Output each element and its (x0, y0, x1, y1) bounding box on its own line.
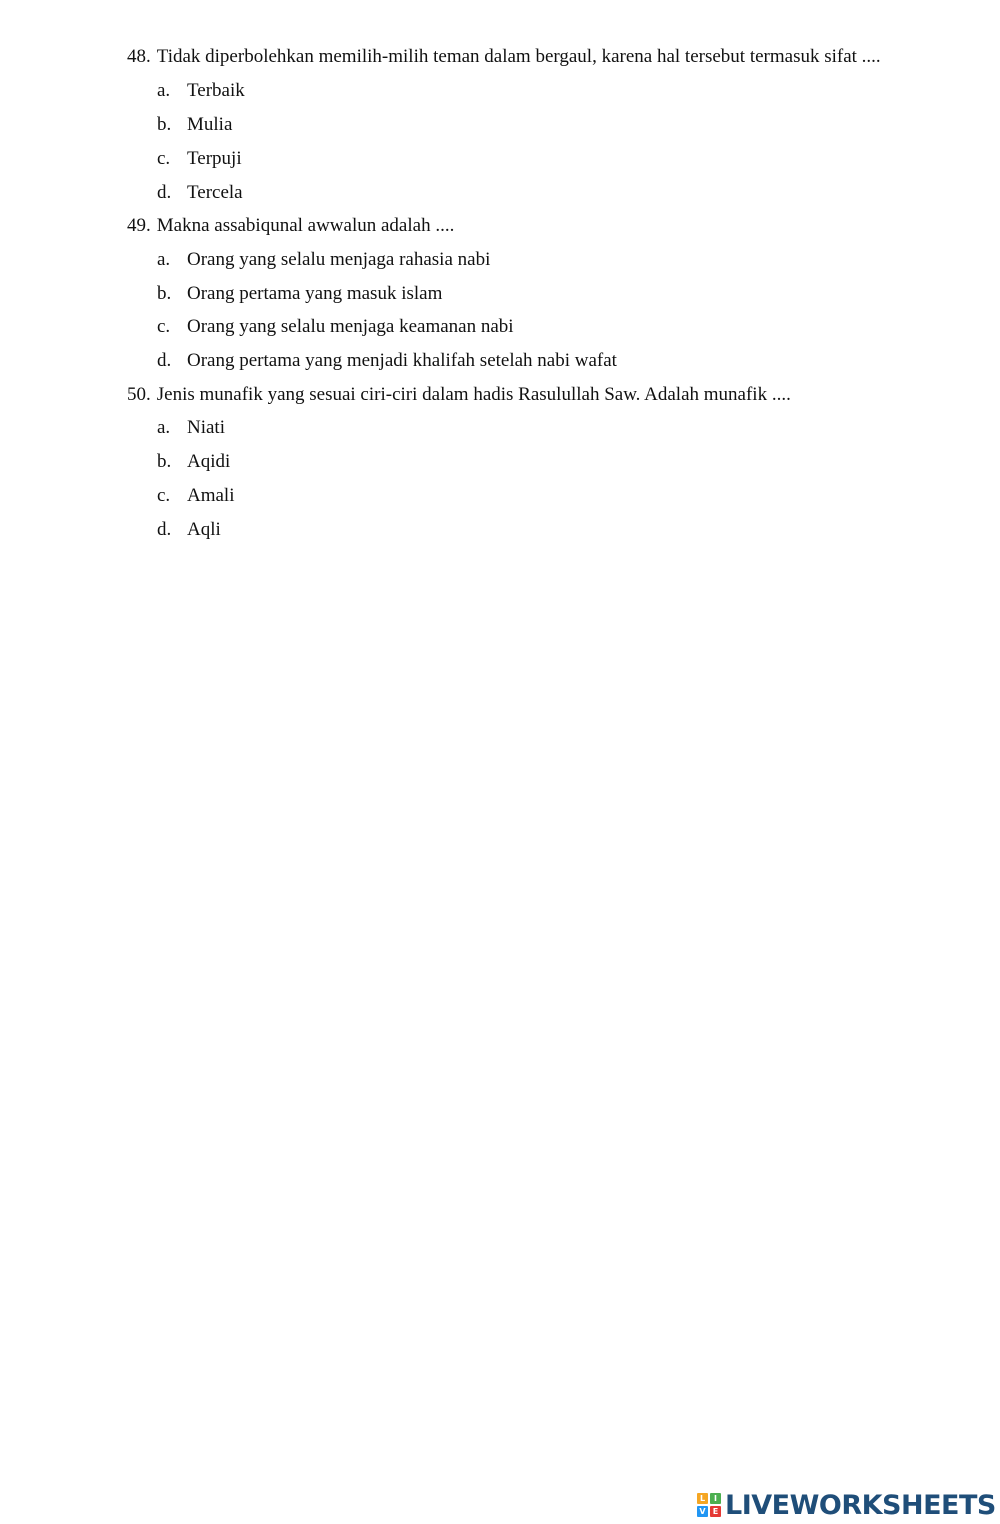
question-number: 50. (127, 384, 151, 405)
option-text: Orang pertama yang menjadi khalifah setelah nabi wafat (187, 350, 617, 371)
question-text: Tidak diperbolehkan memilih-milih teman dalam bergaul, karena hal tersebut termasuk sifat .... (156, 46, 881, 67)
option-letter: a. (157, 80, 171, 101)
option-letter: d. (157, 182, 172, 203)
option-text: Aqli (187, 519, 221, 540)
logo-mark-cell: L (697, 1493, 708, 1504)
logo-mark-cell: V (697, 1506, 708, 1517)
question-text: Makna assabiqunal awwalun adalah .... (156, 215, 455, 236)
option-letter: d. (157, 519, 172, 540)
option-letter: b. (157, 114, 172, 135)
option-letter: c. (157, 316, 171, 337)
logo-mark-cell: I (710, 1493, 721, 1504)
option-text: Terpuji (187, 148, 242, 169)
option-letter: c. (157, 485, 171, 506)
option-text: Mulia (187, 114, 233, 135)
option-text: Orang yang selalu menjaga keamanan nabi (187, 316, 514, 337)
option-letter: d. (157, 350, 172, 371)
option-text: Tercela (187, 182, 243, 203)
question-50 (127, 384, 791, 406)
option-letter: b. (157, 451, 172, 472)
option-text: Orang yang selalu menjaga rahasia nabi (187, 249, 491, 270)
logo-text: LIVEWORKSHEETS (725, 1489, 996, 1521)
option-letter: a. (157, 417, 171, 438)
option-letter: c. (157, 148, 171, 169)
logo-mark-icon (697, 1493, 721, 1517)
option-letter: b. (157, 283, 172, 304)
option-text: Terbaik (187, 80, 245, 101)
option-text: Orang pertama yang masuk islam (187, 283, 443, 304)
question-48 (127, 46, 881, 68)
question-number: 49. (127, 215, 151, 236)
liveworksheets-logo[interactable] (697, 1488, 996, 1522)
option-text: Aqidi (187, 451, 231, 472)
option-text: Niati (187, 417, 225, 438)
logo-mark-cell: E (710, 1506, 721, 1517)
option-text: Amali (187, 485, 235, 506)
option-letter: a. (157, 249, 171, 270)
question-number: 48. (127, 46, 151, 67)
question-49 (127, 215, 454, 237)
question-text: Jenis munafik yang sesuai ciri-ciri dalam hadis Rasulullah Saw. Adalah munafik .... (156, 384, 791, 405)
